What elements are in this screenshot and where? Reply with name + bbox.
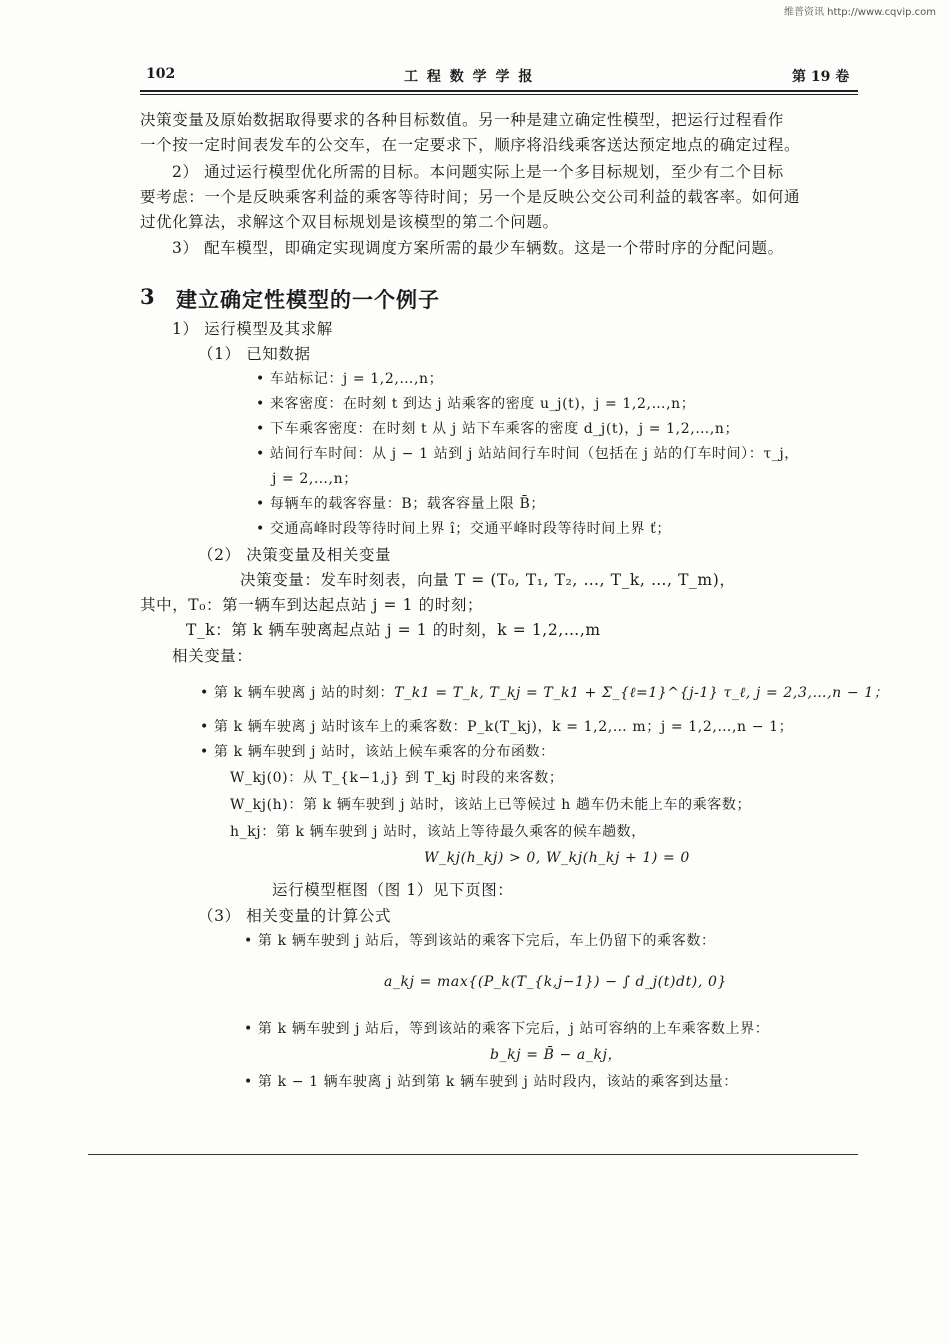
bullet-3-text: 下车乘客密度：在时刻 t 从 j 站下车乘客的密度 d_j(t)，j = 1,2,…,n；: [269, 421, 740, 437]
known-heading: （1） 已知数据: [198, 345, 311, 363]
bullet-6: • 交通高峰时段等待时间上界 î；交通平峰时段等待时间上界 ť；: [256, 521, 671, 537]
calc-bullet-2-text: 第 k 辆车驶到 j 站后，等到该站的乘客下完后，j 站可容纳的上车乘客数上界：: [257, 1021, 770, 1037]
watermark: 维普资讯 http://www.cqvip.com: [783, 7, 936, 18]
section-number: 3: [140, 284, 156, 309]
hk-equation: W_kj(h_kj) > 0, W_kj(h_kj + 1) = 0: [424, 850, 690, 866]
bullet-2: • 来客密度：在时刻 t 到达 j 站乘客的密度 u_j(t)，j = 1,2,…,n；: [256, 396, 696, 412]
calc-bullet-3-text: 第 k − 1 辆车驶离 j 站到第 k 辆车驶到 j 站时段内，该站的乘客到达量：: [257, 1074, 738, 1090]
footer-rule: [88, 1154, 858, 1155]
wh-def: W_kj(h)：第 k 辆车驶到 j 站时，该站上已等候过 h 趟车仍未能上车的乘客数；: [230, 797, 752, 813]
related-bullet-2-text: 第 k 辆车驶离 j 站时该车上的乘客数：P_k(T_kj)，k = 1,2,… m；j = 1,2,…,n − 1；: [213, 719, 794, 735]
bullet-4: • 站间行车时间：从 j − 1 站到 j 站站间行车时间（包括在 j 站的仃车时间）：τ_j，: [256, 446, 799, 462]
header-rule: [140, 90, 858, 92]
para1-line1: 决策变量及原始数据取得要求的各种目标数值。另一种是建立确定性模型，把运行过程看作: [140, 111, 785, 129]
related-bullet-1-text: 第 k 辆车驶离 j 站的时刻：: [213, 685, 395, 701]
decision-line3: T_k：第 k 辆车驶离起点站 j = 1 的时刻，k = 1,2,…,m: [186, 621, 601, 639]
para2-line1: 2） 通过运行模型优化所需的目标。本问题实际上是一个多目标规划，至少有二个目标: [172, 163, 784, 181]
calc-heading: （3） 相关变量的计算公式: [198, 907, 392, 925]
bullet-5-text: 每辆车的载客容量：B；载客容量上限 B̄；: [269, 496, 545, 512]
related-label: 相关变量：: [172, 647, 253, 665]
decision-heading: （2） 决策变量及相关变量: [198, 546, 392, 564]
journal-title: 工 程 数 学 学 报: [404, 69, 535, 85]
bullet-5: • 每辆车的载客容量：B；载客容量上限 B̄；: [256, 496, 545, 512]
bullet-1-text: 车站标记：j = 1,2,…,n；: [269, 371, 444, 387]
bullet-1: • 车站标记：j = 1,2,…,n；: [256, 371, 444, 387]
calc-bullet-3: • 第 k − 1 辆车驶离 j 站到第 k 辆车驶到 j 站时段内，该站的乘客到达量：: [244, 1074, 738, 1090]
section-title: 建立确定性模型的一个例子: [176, 287, 440, 312]
para1-line2: 一个按一定时间表发车的公交车，在一定要求下，顺序将沿线乘客送达预定地点的确定过程。: [140, 136, 801, 154]
related-bullet-3: • 第 k 辆车驶到 j 站时，该站上候车乘客的分布函数：: [200, 744, 555, 760]
subsection-1: 1） 运行模型及其求解: [172, 320, 333, 338]
figure-note: 运行模型框图（图 1）见下页图：: [272, 881, 514, 899]
related-bullet-2: • 第 k 辆车驶离 j 站时该车上的乘客数：P_k(T_kj)，k = 1,2,… m；j = 1,2,…,n − 1；: [200, 719, 794, 735]
bullet-2-text: 来客密度：在时刻 t 到达 j 站乘客的密度 u_j(t)，j = 1,2,…,n；: [269, 396, 696, 412]
header-rule-thin: [140, 94, 858, 95]
para2-line2: 要考虑：一个是反映乘客利益的乘客等待时间；另一个是反映公交公司利益的载客率。如何通: [140, 188, 801, 206]
volume-label: 第 19 卷: [792, 69, 850, 85]
related-bullet-1: • 第 k 辆车驶离 j 站的时刻：T_k1 = T_k, T_kj = T_k1 + Σ_{ℓ=1}^{j-1} τ_ℓ, j = 2,3,…,n − 1；: [200, 685, 889, 701]
decision-line1: 决策变量：发车时刻表，向量 T = (T₀, T₁, T₂, …, T_k, …, T_m)，: [240, 571, 736, 589]
calc-bullet-1: • 第 k 辆车驶到 j 站后，等到该站的乘客下完后，车上仍留下的乘客数：: [244, 933, 716, 949]
hk-def: h_kj：第 k 辆车驶到 j 站时，该站上等待最久乘客的候车趟数，: [230, 824, 646, 840]
bullet-6-text: 交通高峰时段等待时间上界 î；交通平峰时段等待时间上界 ť；: [269, 521, 671, 537]
w0-def: W_kj(0)：从 T_{k−1,j} 到 T_kj 时段的来客数；: [230, 770, 564, 786]
bullet-4-text: 站间行车时间：从 j − 1 站到 j 站站间行车时间（包括在 j 站的仃车时间）：τ_j，: [269, 446, 799, 462]
calc-formula-2: b_kj = B̄ − a_kj，: [490, 1047, 623, 1063]
related-bullet-3-text: 第 k 辆车驶到 j 站时，该站上候车乘客的分布函数：: [213, 744, 555, 760]
para2-line3: 过优化算法，求解这个双目标规划是该模型的第二个问题。: [140, 213, 559, 231]
bullet-4-cont: j = 2,…,n；: [272, 471, 358, 487]
page-number: 102: [146, 66, 176, 82]
bullet-3: • 下车乘客密度：在时刻 t 从 j 站下车乘客的密度 d_j(t)，j = 1,2,…,n；: [256, 421, 740, 437]
calc-formula-1: a_kj = max{(P_k(T_{k,j−1}) − ∫ d_j(t)dt), 0}: [384, 974, 727, 990]
calc-bullet-1-text: 第 k 辆车驶到 j 站后，等到该站的乘客下完后，车上仍留下的乘客数：: [257, 933, 716, 949]
related-bullet-1-formula: T_k1 = T_k, T_kj = T_k1 + Σ_{ℓ=1}^{j-1} τ_ℓ, j = 2,3,…,n − 1；: [394, 685, 889, 701]
decision-line2: 其中，T₀：第一辆车到达起点站 j = 1 的时刻；: [140, 596, 484, 614]
para3: 3） 配车模型，即确定实现调度方案所需的最少车辆数。这是一个带时序的分配问题。: [172, 239, 784, 257]
calc-bullet-2: • 第 k 辆车驶到 j 站后，等到该站的乘客下完后，j 站可容纳的上车乘客数上界：: [244, 1021, 770, 1037]
